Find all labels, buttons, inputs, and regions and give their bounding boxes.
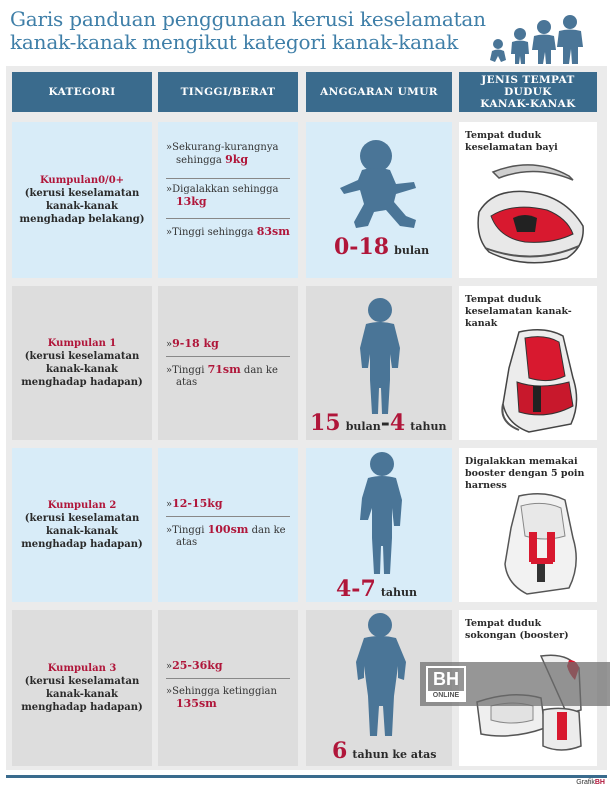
category-name: Kumpulan0/0+: [39, 175, 125, 186]
category-name: Kumpulan 3: [47, 663, 117, 674]
footer-bar: [6, 775, 607, 778]
divider: [166, 678, 290, 679]
booster-harness-seat-icon: [495, 492, 585, 600]
seat-cell-kumpulan-1: [459, 286, 597, 440]
spec-item: »Tinggi sehingga 83sm: [166, 225, 290, 238]
spec-cell-kumpulan-3: [158, 610, 298, 766]
spec-cell-kumpulan-0: [158, 122, 298, 278]
toddler-silhouette-icon: [354, 296, 406, 418]
page-title: [10, 8, 490, 54]
spec-item: »Tinggi 100sm dan ke atas: [166, 523, 286, 548]
child-car-seat-icon: [489, 328, 585, 436]
divider: [166, 218, 290, 219]
spec-item: »12-15kg: [166, 497, 223, 510]
seat-label: Digalakkan memakai booster dengan 5 poin harness: [465, 456, 585, 491]
seat-cell-kumpulan-0: [459, 122, 597, 278]
spec-cell-kumpulan-2: [158, 448, 298, 602]
age-cell-kumpulan-1: [306, 286, 452, 440]
infant-carrier-icon: [473, 162, 591, 270]
age-range: 6 tahun ke atas: [332, 738, 437, 764]
seat-label: Tempat duduk keselamatan kanak-kanak: [465, 294, 572, 329]
seat-cell-kumpulan-2: [459, 448, 597, 602]
children-silhouettes-icon: [488, 14, 606, 64]
title-line-2: kanak-kanak mengikut kategori kanak-kanak: [10, 30, 459, 54]
spec-item: »Tinggi 71sm dan ke atas: [166, 363, 278, 388]
category-cell-kumpulan-3: Kumpulan 3 (kerusi keselamatan kanak-kanak menghadap hadapan): [12, 610, 152, 766]
spec-cell-kumpulan-1: [158, 286, 298, 440]
divider: [166, 516, 290, 517]
header-tinggi-berat: TINGGI/BERAT: [158, 72, 298, 112]
age-range: 4-7 tahun: [336, 576, 418, 602]
spec-item: »25-36kg: [166, 659, 223, 672]
title-line-1: Garis panduan penggunaan kerusi keselamatan: [10, 7, 486, 31]
bh-logo: BH ONLINE: [426, 666, 466, 702]
older-child-silhouette-icon: [348, 612, 414, 740]
age-range: 0-18 bulan: [334, 234, 430, 260]
seat-label: Tempat duduk keselamatan bayi: [465, 130, 558, 153]
child-silhouette-icon: [352, 450, 410, 578]
category-name: Kumpulan 1: [47, 338, 117, 349]
header-anggaran-umur: ANGGARAN UMUR: [306, 72, 452, 112]
age-cell-kumpulan-2: [306, 448, 452, 602]
divider: [166, 356, 290, 357]
bh-online-watermark: [420, 662, 610, 706]
age-cell-kumpulan-0: [306, 122, 452, 278]
category-cell-kumpulan-1: Kumpulan 1 (kerusi keselamatan kanak-kanak menghadap hadapan): [12, 286, 152, 440]
seat-label: Tempat duduk sokongan (booster): [465, 618, 569, 641]
spec-item: »Sekurang-kurangnya sehingga 9kg: [166, 142, 279, 166]
spec-item: »Digalakkan sehingga 13kg: [166, 184, 279, 208]
spec-item: »9-18 kg: [166, 337, 219, 350]
header-kategori: KATEGORI: [12, 72, 152, 112]
divider: [166, 178, 290, 179]
graphic-credit: GrafikBH: [576, 779, 605, 786]
age-range: 15 bulan-4 tahun: [310, 410, 447, 436]
baby-silhouette-icon: [330, 136, 426, 236]
spec-item: »Sehingga ketinggian 135sm: [166, 686, 277, 710]
category-cell-kumpulan-2: Kumpulan 2 (kerusi keselamatan kanak-kanak menghadap hadapan): [12, 448, 152, 602]
category-name: Kumpulan 2: [47, 500, 117, 511]
category-cell-kumpulan-0: Kumpulan0/0+ (kerusi keselamatan kanak-kanak menghadap belakang): [12, 122, 152, 278]
header-jenis-tempat-duduk: JENIS TEMPAT DUDUK KANAK-KANAK: [459, 72, 597, 112]
